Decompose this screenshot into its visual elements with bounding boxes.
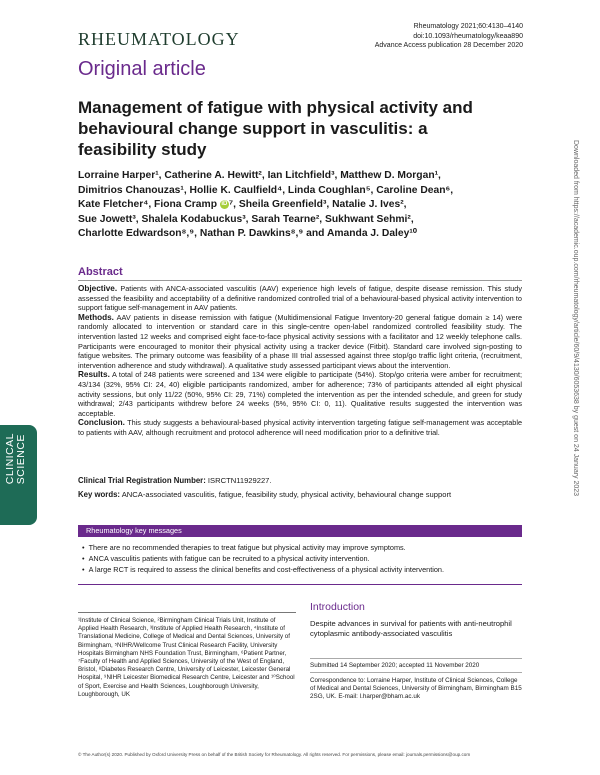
abstract-body [78,284,522,438]
abstract-label: Results. [78,370,110,380]
citation-block [375,22,523,51]
section-tab-label [5,433,27,484]
key-messages-heading: Rheumatology key messages [78,525,522,537]
key-message-item: • A large RCT is required to assess the clinical benefits and cost-effectiveness of a physical activity intervention. [82,564,444,575]
introduction-heading: Introduction [310,601,365,613]
keywords-value: ANCA-associated vasculitis, fatigue, feasibility study, physical activity, behavioural change support [120,490,452,499]
author-list [78,169,528,242]
abstract-label: Conclusion. [78,418,125,428]
submission-dates: Submitted 14 September 2020; accepted 11 November 2020 [310,662,480,669]
abstract-results [78,370,522,418]
author-line: Dimitrios Chanouzas¹, Hollie K. Caulfield⁴, Linda Coughlan⁵, Caroline Dean⁶, [78,184,454,196]
key-messages-divider [78,584,522,585]
keywords-label: Key words: [78,490,121,499]
paper-title: Management of fatigue with physical activity and behavioural change support in vasculitis: a feasibility study [78,98,473,159]
key-messages-list [82,542,444,575]
author-line: Lorraine Harper¹, Catherine A. Hewitt², Ian Litchfield³, Matthew D. Morgan¹, [78,170,441,181]
key-message-item: • There are no recommended therapies to treat fatigue but physical activity may improve symptoms. [82,542,444,553]
abstract-text: A total of 248 patients were screened and 134 were eligible to participate (54%). Stop/go criteria were amber for recruitment; 43/134 (32%, 95% CI: 24, 40) eligible participants randomized, amber for adherence; 73% of participants attended all eight physical activity sessions, but only 11/22 (50%, 95% CI: 29, 71%) completed the intervention as per the intended schedule, and green for study withdrawal; 2/43 participants withdrew before 24 weeks (5%, 95% CI: 0, 11). Qualitative results suggested the intervention was acceptable. [78,370,522,418]
author-line [78,198,528,213]
copyright-footer: © The Author(s) 2020. Published by Oxford University Press on behalf of the British Society for Rheumatology. All rights reserved. For permissions, please email: journals.permissions@oup.com [78,752,471,757]
journal-logo: RHEUMATOLOGY [78,29,240,49]
abstract-methods [78,313,522,371]
submission-divider [310,672,522,673]
trial-registration [78,476,272,485]
correspondence: Correspondence to: Lorraine Harper, Institute of Clinical Sciences, College of Medical and Dental Sciences, University of Birmingham, Birmingham B15 2SG, UK. E-mail: l.harper@bham.ac.uk [310,677,522,700]
article-type: Original article [78,58,206,80]
abstract-conclusion [78,418,522,437]
introduction-text: Despite advances in survival for patients with anti-neutrophil cytoplasmic antibody-associated vasculitis [310,619,512,638]
key-message-item: • ANCA vasculitis patients with fatigue can be recruited to a physical activity intervention. [82,553,444,564]
citation-publication-date: Advance Access publication 28 December 2020 [374,42,523,49]
download-watermark: Downloaded from https://academic.oup.com/rheumatology/article/60/9/4130/6053638 by guest on 24 January 2023 [572,140,579,497]
author-text: Kate Fletcher⁴, Fiona Cramp [78,199,217,210]
section-tab-line: SCIENCE [15,434,27,485]
orcid-icon[interactable]: iD [221,200,228,207]
abstract-label: Methods. [78,312,114,322]
citation-volume: Rheumatology 2021;60:4130–4140 [413,23,523,30]
abstract-objective [78,284,522,313]
affiliations: ¹Institute of Clinical Science, ²Birmingham Clinical Trials Unit, Institute of Applied Health Research, ³Institute of Applied Health Research, ⁴Institute of Translational Medicine, College of Medical and Dental Sciences, University of Birmingham, ⁵NIHR/Wellcome Trust Clinical Research Facility, University Hospitals Birmingham NHS Foundation Trust, Birmingham, ⁶Patient Partner, ⁷Faculty of Health and Applied Sciences, University of the West of England, Bristol, ⁸Diabetes Research Centre, University of Leicester, Leicester General Hospital, ⁹NIHR Leicester Biomedical Research Centre, Leicester and ¹⁰School of Sport, Exercise and Health Sciences, Loughborough University, Loughborough, UK [78,617,295,698]
abstract-text: AAV patients in disease remission with fatigue (Multidimensional Fatigue Inventory-20 general fatigue domain ≥ 14) were randomly allocated to intervention or standard care in this single-centre open-label randomized controlled feasibility study. The intervention lasted 12 weeks and comprised eight face-to-face physical activity sessions with a facilitator and 12 weekly telephone calls. Participants were encouraged to monitor their physical activity using a tracker device (Fitbit). Standard care involved sign-posting to fatigue websites. The primary outcome was feasibility of a phase III trial assessed against three stop/go traffic light criteria, (recruitment, intervention adherence and study withdrawal). A qualitative study assessed participant views about the intervention. [78,312,522,370]
author-line: Charlotte Edwardson⁸,⁹, Nathan P. Dawkins⁸,⁹ and Amanda J. Daley¹⁰ [78,228,417,239]
submission-divider [310,658,522,659]
keywords [78,490,451,499]
key-messages-box [78,525,522,585]
abstract-text: Patients with ANCA-associated vasculitis (AAV) experience high levels of fatigue, despite disease remission. This study assessed the feasibility and acceptability of a definitive randomized controlled trial of a behavioural-based physical activity intervention to support fatigue self-management in AAV patients. [78,284,522,313]
author-text: ⁷, Sheila Greenfield³, Natalie J. Ives², [228,199,407,210]
section-tab [0,425,37,525]
abstract-heading: Abstract [78,266,123,278]
abstract-label: Objective. [78,284,118,293]
section-tab-line: CLINICAL [4,433,16,485]
abstract-divider [78,280,522,281]
trial-label: Clinical Trial Registration Number: [78,476,206,485]
affiliations-divider [78,612,296,613]
author-line: Sue Jowett³, Shalela Kodabuckus³, Sarah Tearne², Sukhwant Sehmi², [78,213,414,225]
citation-doi[interactable]: doi:10.1093/rheumatology/keaa890 [413,32,523,40]
trial-number: ISRCTN11929227. [205,476,272,485]
abstract-text: This study suggests a behavioural-based physical activity intervention targeting fatigue self-management was acceptable to patients with AAV, although recruitment and protocol adherence will need modification prior to a definitive trial. [78,418,522,437]
